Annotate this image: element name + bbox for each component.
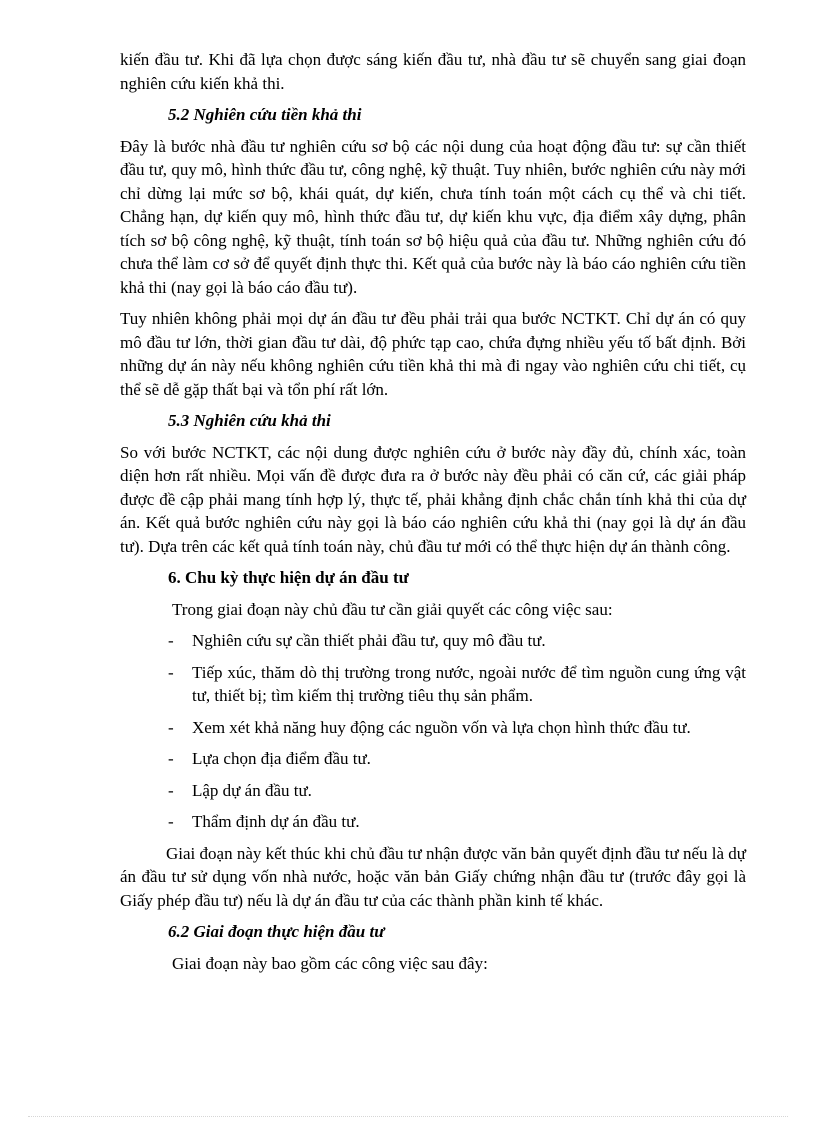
heading-5-3: 5.3 Nghiên cứu khả thi [168, 411, 331, 430]
bullet-dash: - [168, 717, 174, 737]
list-item [120, 661, 746, 708]
bullet-dash: - [168, 749, 174, 768]
list-item [120, 716, 746, 740]
list-item [120, 629, 746, 653]
document-page [120, 48, 746, 983]
paragraph-5-2-a: Đây là bước nhà đầu tư nghiên cứu sơ bộ các nội dung của hoạt động đầu tư: sự cần thiết đầu tư, quy mô, hình thức đầu tư, công nghệ, kỹ thuật. Tuy nhiên, bước nghiên cứu này mới chỉ dừng lại mức sơ bộ, khái quát, dự kiến, chưa tính toán một cách cụ thể và chi tiết. Chẳng hạn, dự kiến quy mô, hình thức đầu tư, dự kiến khu vực, địa điểm xây dựng, phân tích sơ bộ công nghệ, kỹ thuật, tính toán sơ bộ hiệu quả của đầu tư. Những nghiên cứu đó chưa thể làm cơ sở để quyết định thực thi. Kết quả của bước này là báo cáo nghiên cứu tiền khả thi (nay gọi là báo cáo đầu tư). [120, 136, 746, 297]
list-item-text: Lựa chọn địa điểm đầu tư. [192, 749, 371, 768]
heading-6: 6. Chu kỳ thực hiện dự án đầu tư [168, 568, 409, 587]
paragraph-6-intro: Trong giai đoạn này chủ đầu tư cần giải quyết các công việc sau: [172, 599, 613, 619]
list-item-text: Nghiên cứu sự cần thiết phải đầu tư, quy mô đầu tư. [192, 631, 546, 650]
bullet-dash: - [168, 812, 174, 831]
list-item-text: Lập dự án đầu tư. [192, 780, 312, 800]
list-item-text: Xem xét khả năng huy động các nguồn vốn và lựa chọn hình thức đầu tư. [192, 717, 691, 737]
paragraph-6-end: Giai đoạn này kết thúc khi chủ đầu tư nhận được văn bản quyết định đầu tư nếu là dự án đầu tư sử dụng vốn nhà nước, hoặc văn bản Giấy chứng nhận đầu tư (trước đây gọi là Giấy phép đầu tư) nếu là dự án đầu tư của các thành phần kinh tế khác. [120, 843, 746, 910]
heading-6-2: 6.2 Giai đoạn thực hiện đầu tư [168, 922, 385, 941]
list-item-text: Thẩm định dự án đầu tư. [192, 812, 360, 831]
list-item [120, 747, 746, 771]
bullet-dash: - [168, 662, 174, 682]
footer-divider [28, 1116, 788, 1117]
paragraph-6-2: Giai đoạn này bao gồm các công việc sau đây: [172, 953, 488, 973]
paragraph-5-3: So với bước NCTKT, các nội dung được nghiên cứu ở bước này đầy đủ, chính xác, toàn diện hơn rất nhiều. Mọi vấn đề được đưa ra ở bước này đều phải có căn cứ, các giải pháp được đề cập phải mang tính hợp lý, thực tế, phải khẳng định chắc chắn tính khả thi của dự án. Kết quả bước nghiên cứu này gọi là báo cáo nghiên cứu khả thi (nay gọi là dự án đầu tư). Dựa trên các kết quả tính toán này, chủ đầu tư mới có thể thực hiện dự án thành công. [120, 442, 746, 556]
list-item-text: Tiếp xúc, thăm dò thị trường trong nước, ngoài nước để tìm nguồn cung ứng vật tư, thiết bị; tìm kiếm thị trường tiêu thụ sản phẩm. [192, 662, 746, 705]
paragraph-5-2-b: Tuy nhiên không phải mọi dự án đầu tư đều phải trải qua bước NCTKT. Chỉ dự án có quy mô đầu tư lớn, thời gian đầu tư dài, độ phức tạp cao, chứa đựng nhiều yếu tố bất định. Bởi những dự án này nếu không nghiên cứu tiền khả thi mà đi ngay vào nghiên cứu chi tiết, cụ thể sẽ dễ gặp thất bại và tổn phí rất lớn. [120, 309, 746, 399]
bullet-dash: - [168, 780, 174, 800]
paragraph-continuation: kiến đầu tư. Khi đã lựa chọn được sáng kiến đầu tư, nhà đầu tư sẽ chuyển sang giai đoạn nghiên cứu kiến khả thi. [120, 50, 746, 93]
list-item [120, 810, 746, 834]
list-item [120, 779, 746, 803]
heading-5-2: 5.2 Nghiên cứu tiền khả thi [168, 105, 362, 124]
bullet-dash: - [168, 631, 174, 650]
task-list [120, 629, 746, 834]
